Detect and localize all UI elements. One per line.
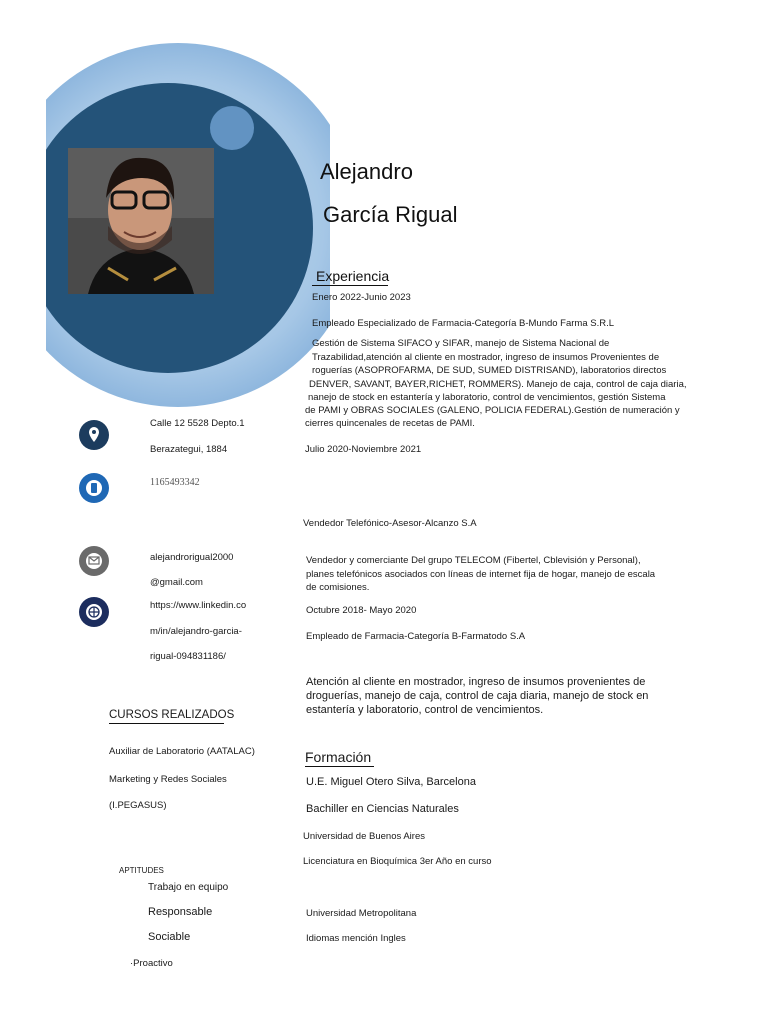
job1-title: Empleado Especializado de Farmacia-Categoría B-Mundo Farma S.R.L (312, 318, 615, 329)
job1-desc-line: de PAMI y OBRAS SOCIALES (GALENO, POLICIA FEDERAL).Gestión de numeración y (305, 405, 680, 416)
education-heading: Formación (305, 749, 372, 765)
skill-item: Trabajo en equipo (148, 882, 229, 893)
skill-item: Sociable (148, 931, 191, 943)
skill-item: ·Proactivo (130, 958, 173, 969)
job1-desc-line: roguerías (ASOPROFARMA, DE SUD, SUMED DISTRISAND), laboratorios directos (312, 365, 667, 376)
education-degree: Idiomas mención Ingles (306, 933, 406, 944)
skills-heading: APTITUDES (119, 866, 164, 875)
address-line1: Calle 12 5528 Depto.1 (150, 418, 245, 429)
course-item: (I.PEGASUS) (109, 800, 167, 811)
email-line2[interactable]: @gmail.com (150, 577, 203, 588)
job3-dates: Octubre 2018- Mayo 2020 (306, 605, 417, 616)
profile-photo (68, 148, 214, 294)
address-line2: Berazategui, 1884 (150, 444, 228, 455)
job1-desc-line: Gestión de Sistema SIFACO y SIFAR, manejo de Sistema Nacional de (312, 338, 610, 349)
education-degree: Bachiller en Ciencias Naturales (306, 803, 459, 815)
education-school: Universidad Metropolitana (306, 908, 417, 919)
job1-dates: Enero 2022-Junio 2023 (312, 292, 411, 303)
email-line1[interactable]: alejandrorigual2000 (150, 552, 234, 563)
courses-heading-underline (109, 723, 224, 724)
job2-desc-line: Vendedor y comerciante Del grupo TELECOM (Fibertel, Cblevisión y Personal), (306, 555, 641, 566)
linkedin-line1[interactable]: https://www.linkedin.co (150, 600, 247, 611)
linkedin-line2[interactable]: m/in/alejandro-garcia- (150, 626, 242, 637)
mail-icon (79, 546, 109, 576)
experience-heading-underline (312, 285, 388, 286)
last-name: García Rigual (323, 202, 458, 227)
job3-desc-line: Atención al cliente en mostrador, ingreso de insumos provenientes de (306, 676, 646, 688)
education-degree: Licenciatura en Bioquímica 3er Año en curso (303, 856, 492, 867)
job2-title: Vendedor Telefónico-Asesor-Alcanzo S.A (303, 518, 477, 529)
job2-desc-line: de comisiones. (306, 582, 370, 593)
job2-dates: Julio 2020-Noviembre 2021 (305, 444, 422, 455)
first-name: Alejandro (320, 159, 413, 184)
linkedin-line3[interactable]: rigual-094831186/ (150, 651, 226, 662)
linkedin-icon (79, 597, 109, 627)
job3-title: Empleado de Farmacia-Categoría B-Farmatodo S.A (306, 631, 526, 642)
phone-number: 1165493342 (150, 477, 200, 488)
location-pin-icon (79, 420, 109, 450)
job1-desc-line: cierres quincenales de recetas de PAMI. (305, 418, 475, 429)
job1-desc-line: nanejo de stock en estantería y laboratorio, control de vencimientos, gestión Sistema (308, 392, 666, 403)
experience-heading: Experiencia (316, 268, 390, 284)
job1-desc-line: DENVER, SAVANT, BAYER,RICHET, ROMMERS). Manejo de caja, control de caja diaria, (309, 379, 687, 390)
job2-desc-line: planes telefónicos asociados con líneas de internet fija de hogar, manejo de escala (306, 569, 656, 580)
education-school: U.E. Miguel Otero Silva, Barcelona (306, 776, 476, 788)
education-heading-underline (305, 766, 374, 767)
courses-heading: CURSOS REALIZADOS (109, 709, 235, 721)
course-item: Auxiliar de Laboratorio (AATALAC) (109, 746, 255, 757)
job1-desc-line: Trazabilidad,atención al cliente en mostrador, ingreso de insumos Provenientes de (312, 352, 660, 363)
course-item: Marketing y Redes Sociales (109, 774, 227, 785)
phone-icon (79, 473, 109, 503)
job3-desc-line: estantería y laboratorio, control de vencimientos. (306, 704, 544, 716)
small-blue-dot (210, 106, 254, 150)
skill-item: Responsable (148, 906, 213, 918)
job3-desc-line: droguerías, manejo de caja, control de caja diaria, manejo de stock en (306, 690, 649, 702)
education-school: Universidad de Buenos Aires (303, 831, 425, 842)
